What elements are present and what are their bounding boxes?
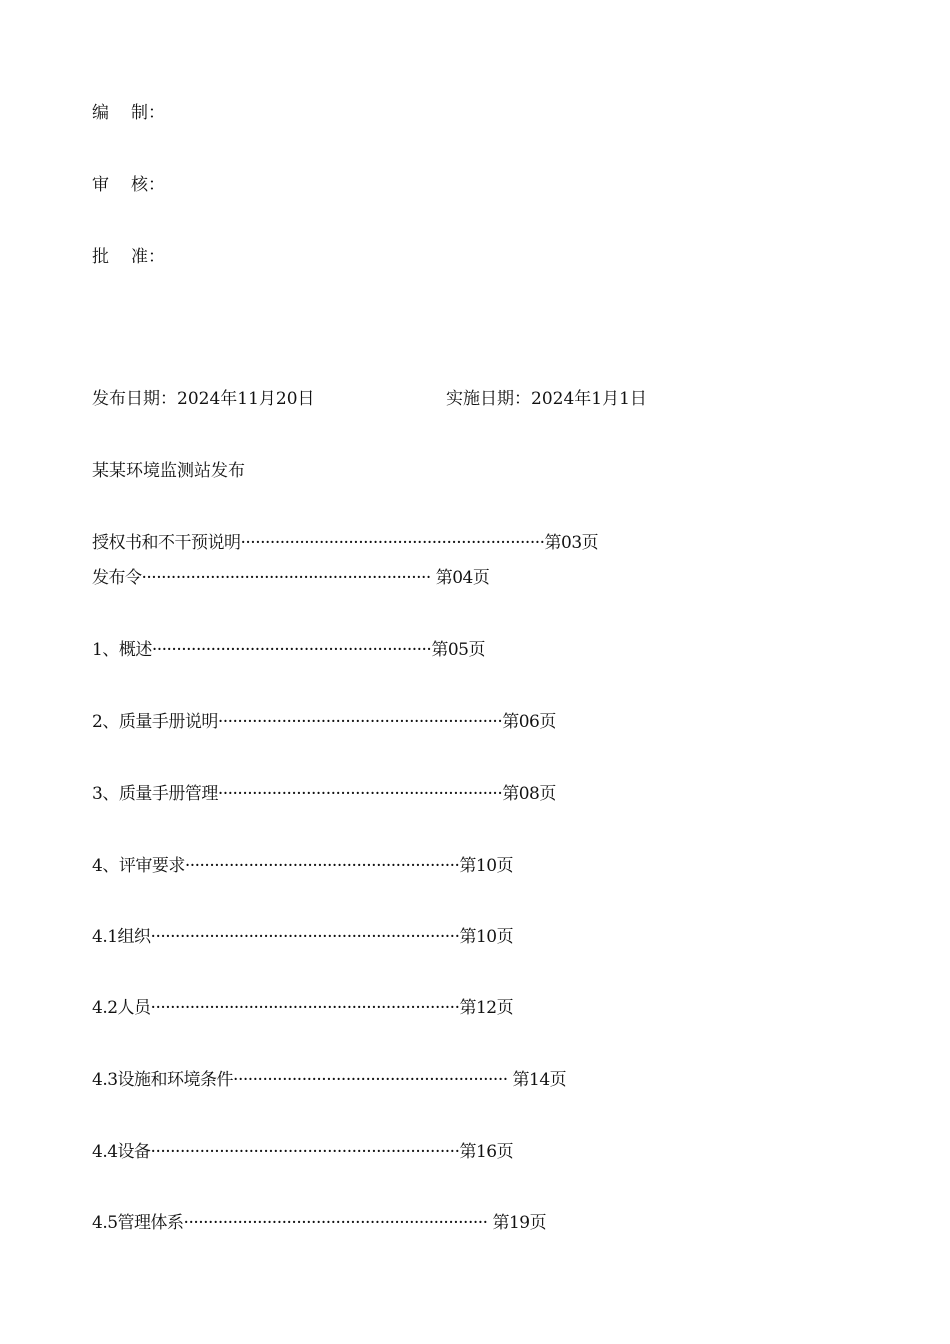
signature-approve-char2: 准：: [131, 247, 165, 267]
toc-entry: 4.2人员·······························································第12页: [92, 998, 514, 1018]
publisher: 某某环境监测站发布: [92, 461, 245, 481]
signature-review-char1: 审: [92, 175, 109, 195]
toc-entry: 3、质量手册管理··························································第08页: [92, 784, 556, 804]
signature-review-char2: 核：: [131, 175, 165, 195]
toc-entry: 4.4设备·······························································第16页: [92, 1142, 514, 1162]
signature-compile-char2: 制：: [131, 103, 165, 123]
release-date: 发布日期：2024年11月20日: [92, 389, 315, 409]
toc-entry: 1、概述·························································第05页: [92, 640, 485, 660]
signature-approve-char1: 批: [92, 247, 109, 267]
signature-compile-char1: 编: [92, 103, 109, 123]
toc-entry: 4、评审要求························································第10页: [92, 856, 514, 876]
implement-date: 实施日期：2024年1月1日: [446, 389, 647, 409]
toc-entry: 发布令··························································· 第04页: [92, 568, 490, 588]
signature-review: [92, 174, 165, 196]
toc-entry: 4.5管理体系······························································ 第19页: [92, 1213, 547, 1233]
toc-entry: 2、质量手册说明··························································第06页: [92, 712, 556, 732]
signature-approve: [92, 246, 165, 268]
toc-entry: 授权书和不干预说明······························································第03页: [92, 533, 599, 553]
toc-entry: 4.1组织·······························································第10页: [92, 927, 514, 947]
signature-compile: [92, 102, 165, 124]
toc-entry: 4.3设施和环境条件························································ 第14页: [92, 1070, 567, 1090]
